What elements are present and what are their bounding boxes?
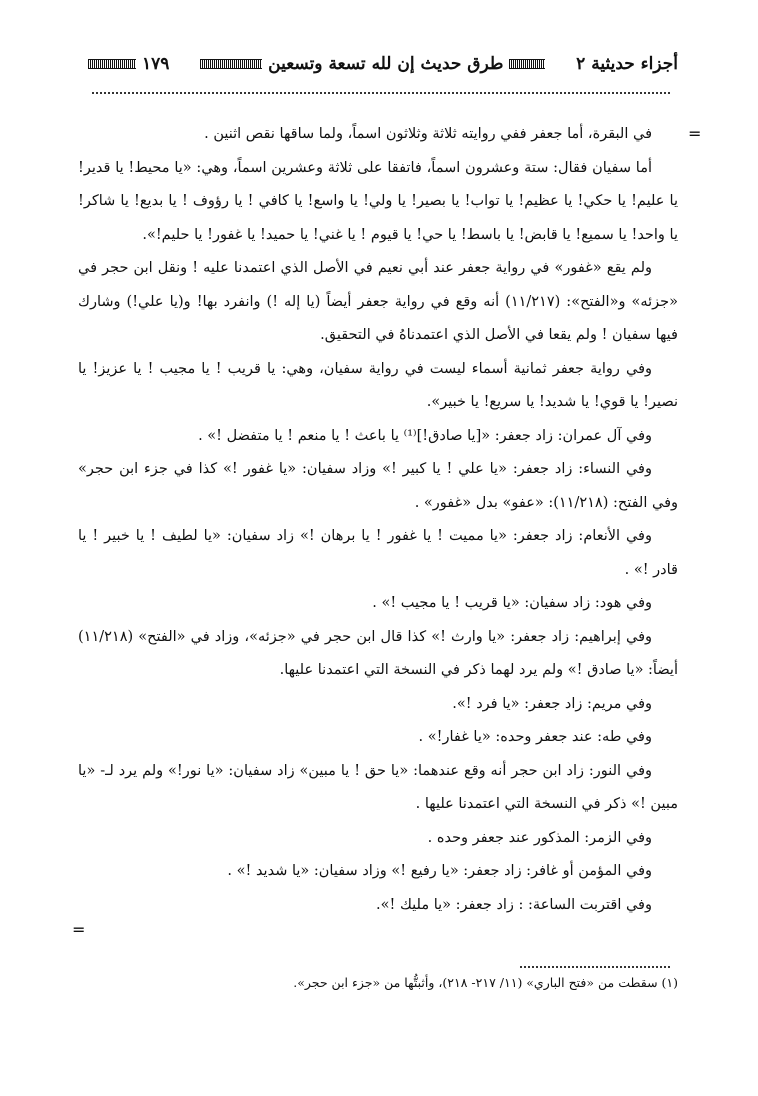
paragraph: ولم يقع «غفور» في رواية جعفر عند أبي نعيم في الأصل الذي اعتمدنا عليه ! ونقل ابن حجر في «جزئه» و«الفتح»: (١١/٢١٧) أنه وقع في رواية جعفر أيضاً (يا إله !) وانفرد بها! و(يا علي!) وشارك فيها سفيان ! ولم يقعا في الأصل الذي اعتمدناهُ في التحقيق. [78, 260, 678, 343]
chapter-title: طرق حديث إن لله تسعة وتسعين [268, 54, 504, 74]
paragraph: وفي آل عمران: زاد جعفر: «[يا صادق!]⁽¹⁾ يا باعث ! يا منعم ! يا متفضل !» . [198, 427, 652, 444]
paragraph: وفي اقتربت الساعة: : زاد جعفر: «يا مليك !». [376, 896, 652, 913]
page-header [88, 50, 678, 78]
main-text [78, 118, 678, 922]
paragraph: أما سفيان فقال: ستة وعشرون اسماً، فاتفقا على ثلاثة وعشرين اسماً، وهي: «يا محيط! يا قدير! يا عليم! يا حكي! يا عظيم! يا تواب! يا بصير! يا ولي! يا واسع! يا كافي ! يا رؤوف ! يا بديع! يا شاكر! يا واحد! يا سميع! يا قابض! يا باسط! يا حي! يا قيوم ! يا غني! يا حميد! يا غفور! يا حليم!». [78, 159, 678, 243]
footnote: (١) سقطت من «فتح الباري» (١١/ ٢١٧- ٢١٨)، وأثبتُّها من «جزء ابن حجر». [293, 975, 678, 990]
paragraph: وفي إبراهيم: زاد جعفر: «يا وارث !» كذا قال ابن حجر في «جزئه»، وزاد في «الفتح» (١١/٢١٨) أيضاً: «يا صادق !» ولم يرد لهما ذكر في النسخة التي اعتمدنا عليها. [78, 628, 678, 678]
paragraph: وفي الأنعام: زاد جعفر: «يا مميت ! يا غفور ! يا برهان !» زاد سفيان: «يا لطيف ! يا خبير ! يا قادر !» . [78, 528, 678, 578]
paragraph: وفي الزمر: المذكور عند جعفر وحده . [427, 829, 652, 846]
paragraph: وفي النور: زاد ابن حجر أنه وقع عندهما: «يا حق ! يا مبين» زاد سفيان: «يا نور!» ولم يرد لـ- «يا مبين !» ذكر في النسخة التي اعتمدنا عليها . [78, 762, 678, 812]
paragraph: وفي هود: زاد سفيان: «يا قريب ! يا مجيب !» . [372, 595, 652, 611]
header-ornament [509, 59, 545, 69]
header-ornament [200, 59, 262, 69]
header-center [200, 54, 545, 74]
margin-mark-bottom: = [72, 920, 86, 939]
page-number: ١٧٩ [142, 54, 170, 74]
paragraph: وفي المؤمن أو غافر: زاد جعفر: «يا رفيع !» وزاد سفيان: «يا شديد !» . [227, 863, 652, 879]
paragraph: في البقرة، أما جعفر ففي روايته ثلاثة وثلاثون اسماً، ولما ساقها نقص اثنين . [204, 126, 652, 142]
header-ornament [88, 59, 136, 69]
footnote-separator [520, 966, 670, 968]
paragraph: وفي طه: عند جعفر وحده: «يا غفار!» . [418, 729, 652, 745]
header-dotted-rule [92, 92, 670, 94]
margin-mark-top: = [688, 124, 702, 143]
paragraph: وفي مريم: زاد جعفر: «يا فرد !». [452, 695, 652, 712]
header-page-number-group [88, 54, 169, 74]
book-title: أجزاء حديثية ٢ [576, 54, 678, 74]
paragraph: وفي رواية جعفر ثمانية أسماء ليست في رواية سفيان، وهي: يا قريب ! يا مجيب ! يا عزيز! يا نصير! يا قوي! يا شديد! يا سريع! يا خبير». [78, 360, 678, 410]
paragraph: وفي النساء: زاد جعفر: «يا علي ! يا كبير !» وزاد سفيان: «يا غفور !» كذا في جزء ابن حجر» وفي الفتح: (١١/٢١٨): «عفو» بدل «غفور» . [78, 461, 678, 511]
